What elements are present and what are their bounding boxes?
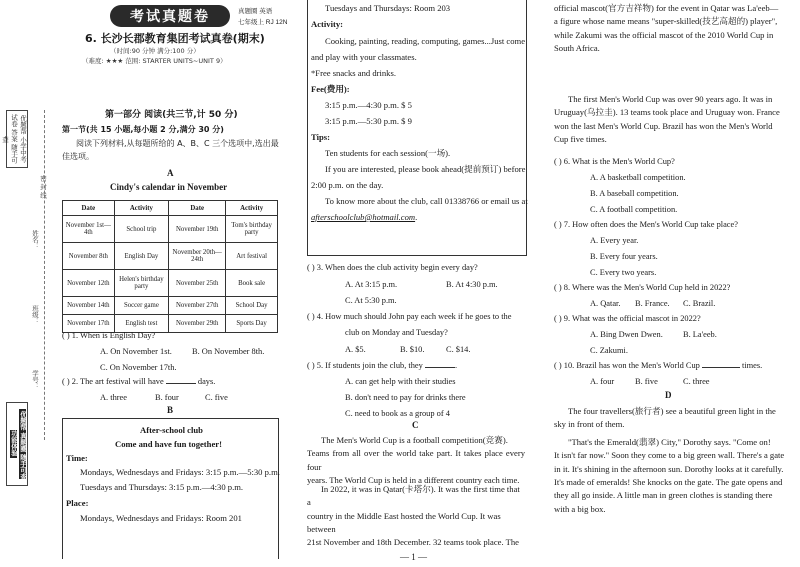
table-cell: Tom's birthday party <box>226 216 278 243</box>
question-1 <box>62 330 155 342</box>
q8-option-c: C. Brazil. <box>683 299 716 308</box>
table-row <box>63 270 278 297</box>
tips-label: Tips: <box>311 132 330 142</box>
time-line-2: Tuesdays and Thursdays: 3:15 p.m.—4:30 p.m. <box>80 482 244 492</box>
part1-heading: 第一部分 阅读(共三节,计 50 分) <box>105 110 238 120</box>
scope-info: （难度: ★★★ 范围: STARTER UNITS~UNIT 9） <box>82 57 227 65</box>
col-header: Activity <box>114 201 169 216</box>
text-line: country in the Middle East hosted the World Cup. It was between <box>307 510 501 534</box>
q2-option-b: B. four <box>155 393 179 402</box>
place-label: Place: <box>66 498 89 508</box>
answer-blank[interactable]: ( ) <box>62 331 70 340</box>
question-stem: 6. What is the Men's World Cup? <box>563 157 675 166</box>
header-tag: 真题圈 英语 <box>238 8 273 15</box>
q4-option-b: B. $10. <box>400 345 425 354</box>
fill-blank[interactable] <box>702 367 740 368</box>
question-4 <box>307 311 511 323</box>
tip-line-1: Ten students for each session(一场). <box>325 148 451 158</box>
text-line: while Zakumi was the official mascot of the 2010 World Cup in <box>554 29 774 40</box>
q9-option-a: A. Bing Dwen Dwen. <box>590 330 663 339</box>
question-8 <box>554 282 730 294</box>
q10-option-b: B. five <box>635 377 658 386</box>
text-line: The Men's World Cup is a football competition(竞赛). <box>321 435 508 445</box>
table-cell: November 12th <box>63 270 115 297</box>
table-cell: School trip <box>114 216 169 243</box>
table-cell: November 8th <box>63 243 115 270</box>
question-stem: 7. How often does the Men's World Cup take place? <box>563 220 738 229</box>
question-3 <box>307 262 478 274</box>
text-line: with a big box. <box>554 503 606 514</box>
answer-blank[interactable]: ( ) <box>554 283 562 292</box>
text-line: they all go inside. A little man in green clothes is standing there <box>554 490 773 501</box>
table-cell: November 17th <box>63 315 115 333</box>
seal-dashed-line <box>44 110 45 440</box>
question-stem: 10. Brazil has won the Men's World Cup <box>563 361 700 370</box>
table-cell: November 20th—24th <box>169 243 226 270</box>
fee-line-1: 3:15 p.m.—4:30 p.m. $ 5 <box>325 100 412 110</box>
text-line: years. The World Cup is held in a different country each time. <box>307 474 520 485</box>
q5-option-b: B. don't need to pay for drinks there <box>345 393 466 402</box>
q9-option-c: C. Zakumi. <box>590 346 628 355</box>
text-line: The first Men's World Cup was over 90 years ago. It was in <box>568 94 773 104</box>
table-cell: November 25th <box>169 270 226 297</box>
passage-a-letter: A <box>167 168 174 178</box>
question-2 <box>62 376 215 388</box>
passage-c-p3 <box>554 2 794 55</box>
passage-d-p1 <box>554 405 794 432</box>
col-header: Activity <box>226 201 278 216</box>
table-row <box>63 243 278 270</box>
table-cell: Art festival <box>226 243 278 270</box>
passage-a-title: Cindy's calendar in November <box>110 182 228 192</box>
answer-blank[interactable]: ( ) <box>554 361 562 370</box>
q10-option-a: A. four <box>590 377 615 386</box>
table-row <box>63 216 278 243</box>
q6-option-a: A. A basketball competition. <box>590 173 686 182</box>
q7-option-b: B. Every four years. <box>590 252 658 261</box>
table-cell: School Day <box>226 297 278 315</box>
q1-option-a: A. On November 1st. <box>100 347 172 356</box>
question-stem: 1. When is English Day? <box>71 331 156 340</box>
question-stem: 8. Where was the Men's World Cup held in 2022? <box>563 283 731 292</box>
seal-bottom-text: 优题帮 真题圈 随手可查 功能体验 <box>10 410 26 480</box>
q10-option-c: C. three <box>683 377 710 386</box>
text-line: It isn't far now." Soon they come to a big green wall. There's a gate <box>554 450 785 461</box>
question-stem: 4. How much should John pay each week if he goes to the <box>316 312 512 321</box>
club-title: After-school club <box>140 425 203 435</box>
table-cell: Soccer game <box>114 297 169 315</box>
q5-option-a: A. can get help with their studies <box>345 377 456 386</box>
passage-c-p2 <box>307 483 525 550</box>
q8-option-b: B. France. <box>635 299 670 308</box>
tip-line-3: To know more about the club, call 01338766 or email us at <box>325 196 528 206</box>
text-line: Uruguay(乌拉圭). 13 teams took place and Uruguay won. France <box>554 107 780 118</box>
time-line-1: Mondays, Wednesdays and Fridays: 3:15 p.m.—5:30 p.m. <box>80 467 280 477</box>
q7-option-c: C. Every two years. <box>590 268 657 277</box>
q4-option-c: C. $14. <box>446 345 471 354</box>
q3-option-a: A. At 3:15 p.m. <box>345 280 398 289</box>
question-stem-end: days. <box>197 377 216 386</box>
table-header-row <box>63 201 278 216</box>
question-stem: 5. If students join the club, they <box>316 361 423 370</box>
tip-line-2b: 2:00 p.m. on the day. <box>311 180 384 190</box>
question-stem: 2. The art festival will have <box>71 377 164 386</box>
time-info: （时间:90 分钟 满分:100 分） <box>110 47 200 55</box>
answer-blank[interactable]: ( ) <box>554 220 562 229</box>
activity-line-3: *Free snacks and drinks. <box>311 68 396 78</box>
section1-heading: 第一节(共 15 小题,每小题 2 分,满分 30 分) <box>62 125 224 134</box>
exam-title: 6. 长沙长郡教育集团考试真卷(期末) <box>85 32 265 45</box>
passage-b-letter: B <box>167 405 174 415</box>
q3-option-c: C. At 5:30 p.m. <box>345 296 397 305</box>
text-line: in it. It's shining in the afternoon sun. Dorothy looks at it carefully. <box>554 463 784 474</box>
email-line <box>311 211 417 224</box>
fee-label: Fee(费用): <box>311 84 350 94</box>
table-cell: Book sale <box>226 270 278 297</box>
q9-option-b: B. La'eeb. <box>683 330 717 339</box>
text-line: Teams from all over the world take part. It takes place every four <box>307 448 525 472</box>
question-9 <box>554 313 701 325</box>
passage-c-p1 <box>307 434 525 487</box>
exam-banner: 考试真题卷 <box>110 5 230 27</box>
question-stem: 3. When does the club activity begin every day? <box>316 263 478 272</box>
passage-c-p4 <box>554 93 794 146</box>
table-cell: English test <box>114 315 169 333</box>
text-line: sky in front of them. <box>554 419 625 430</box>
question-4-cont: club on Monday and Tuesday? <box>345 328 448 337</box>
passage-d-p2 <box>554 436 794 516</box>
text-line: 21st November and 18th December. 32 teams took place. The <box>307 537 519 548</box>
header-grade: 七年级上 RJ 12N <box>238 19 288 26</box>
text-line: Cup five times. <box>554 133 607 144</box>
text-line: a figure whose name means "super-skilled(技艺高超的) player", <box>554 16 778 27</box>
passage-c-letter: C <box>412 420 419 430</box>
question-5: ( ) 5. If students join the club, they . <box>307 361 458 370</box>
table-row <box>63 297 278 315</box>
seal-top-text: 优题帮 小学中考试卷 答案 随手可查 <box>1 114 26 164</box>
q6-option-b: B. A baseball competition. <box>590 189 679 198</box>
q8-option-a: A. Qatar. <box>590 299 621 308</box>
table-cell: Sports Day <box>226 315 278 333</box>
q2-option-a: A. three <box>100 393 127 402</box>
q7-option-a: A. Every year. <box>590 236 639 245</box>
table-cell: Helen's birthday party <box>114 270 169 297</box>
question-10 <box>554 360 762 372</box>
table-cell: November 19th <box>169 216 226 243</box>
q3-option-b: B. At 4:30 p.m. <box>446 280 498 289</box>
text-line: It's made of emeralds! She knocks on the gate. The gate opens and <box>554 476 783 487</box>
time-label: Time: <box>66 453 88 463</box>
section1-instruction: 阅读下列材料,从每题所给的 A、B、C 三个选项中,选出最佳选项。 <box>62 139 279 161</box>
table-cell: November 1st—4th <box>63 216 115 243</box>
col-header: Date <box>63 201 115 216</box>
q6-option-c: C. A football competition. <box>590 205 678 214</box>
q4-option-a: A. $5. <box>345 345 366 354</box>
place-line-1: Mondays, Wednesdays and Fridays: Room 201 <box>80 513 242 523</box>
q5-option-c: C. need to book as a group of 4 <box>345 409 450 418</box>
text-line: "That's the Emerald(翡翠) City," Dorothy says. "Come on! <box>568 437 771 447</box>
question-stem-end: times. <box>742 361 763 370</box>
table-cell: November 14th <box>63 297 115 315</box>
text-line: official mascot(官方吉祥物) for the event in Qatar was La'eeb— <box>554 3 779 13</box>
qr-seal-bottom <box>6 402 28 486</box>
fill-blank[interactable] <box>425 367 455 368</box>
calendar-table <box>62 200 278 333</box>
text-line: In 2022, it was in Qatar(卡塔尔). It was the first time that a <box>307 484 520 508</box>
table-cell: November 27th <box>169 297 226 315</box>
table-cell: November 29th <box>169 315 226 333</box>
answer-blank[interactable]: ( ) <box>307 361 315 370</box>
question-stem: 9. What was the official mascot in 2022? <box>563 314 701 323</box>
tip-line-2: If you are interested, please book ahead(提前预订) before <box>325 164 526 174</box>
seal-line-label: 密 封 线 <box>39 175 46 199</box>
place-line-2: Tuesdays and Thursdays: Room 203 <box>325 3 451 13</box>
answer-blank[interactable]: ( ) <box>62 377 70 386</box>
fee-line-2: 3:15 p.m.—5:30 p.m. $ 9 <box>325 116 412 126</box>
label-name: 姓名： <box>31 230 38 250</box>
club-subtitle: Come and have fun together! <box>115 439 222 449</box>
answer-blank[interactable]: ( ) <box>307 263 315 272</box>
table-cell: English Day <box>114 243 169 270</box>
question-6 <box>554 156 675 168</box>
text-line: The four travellers(旅行者) see a beautiful green light in the <box>568 406 776 416</box>
label-class: 班级： <box>31 305 38 325</box>
text-line: won the last Men's World Cup. Brazil has won the Men's World <box>554 120 773 131</box>
activity-line-1: Cooking, painting, reading, computing, games...Just come <box>325 36 526 46</box>
activity-line-2: and play with your classmates. <box>311 52 417 62</box>
page-number: — 1 — <box>400 552 427 562</box>
qr-seal-top <box>1 110 28 168</box>
answer-blank[interactable]: ( ) <box>554 157 562 166</box>
label-number: 学号： <box>31 370 38 390</box>
activity-label: Activity: <box>311 19 343 29</box>
question-7 <box>554 219 738 231</box>
col-header: Date <box>169 201 226 216</box>
passage-d-letter: D <box>665 390 672 400</box>
q1-option-c: C. On November 17th. <box>100 363 177 372</box>
email-period: . <box>415 212 418 222</box>
email-link[interactable]: afterschoolclub@hotmail.com <box>311 212 416 222</box>
q2-option-c: C. five <box>205 393 228 402</box>
answer-blank[interactable]: ( ) <box>307 312 315 321</box>
q1-option-b: B. On November 8th. <box>192 347 265 356</box>
fill-blank[interactable] <box>166 383 196 384</box>
text-line: South Africa. <box>554 42 600 53</box>
answer-blank[interactable]: ( ) <box>554 314 562 323</box>
